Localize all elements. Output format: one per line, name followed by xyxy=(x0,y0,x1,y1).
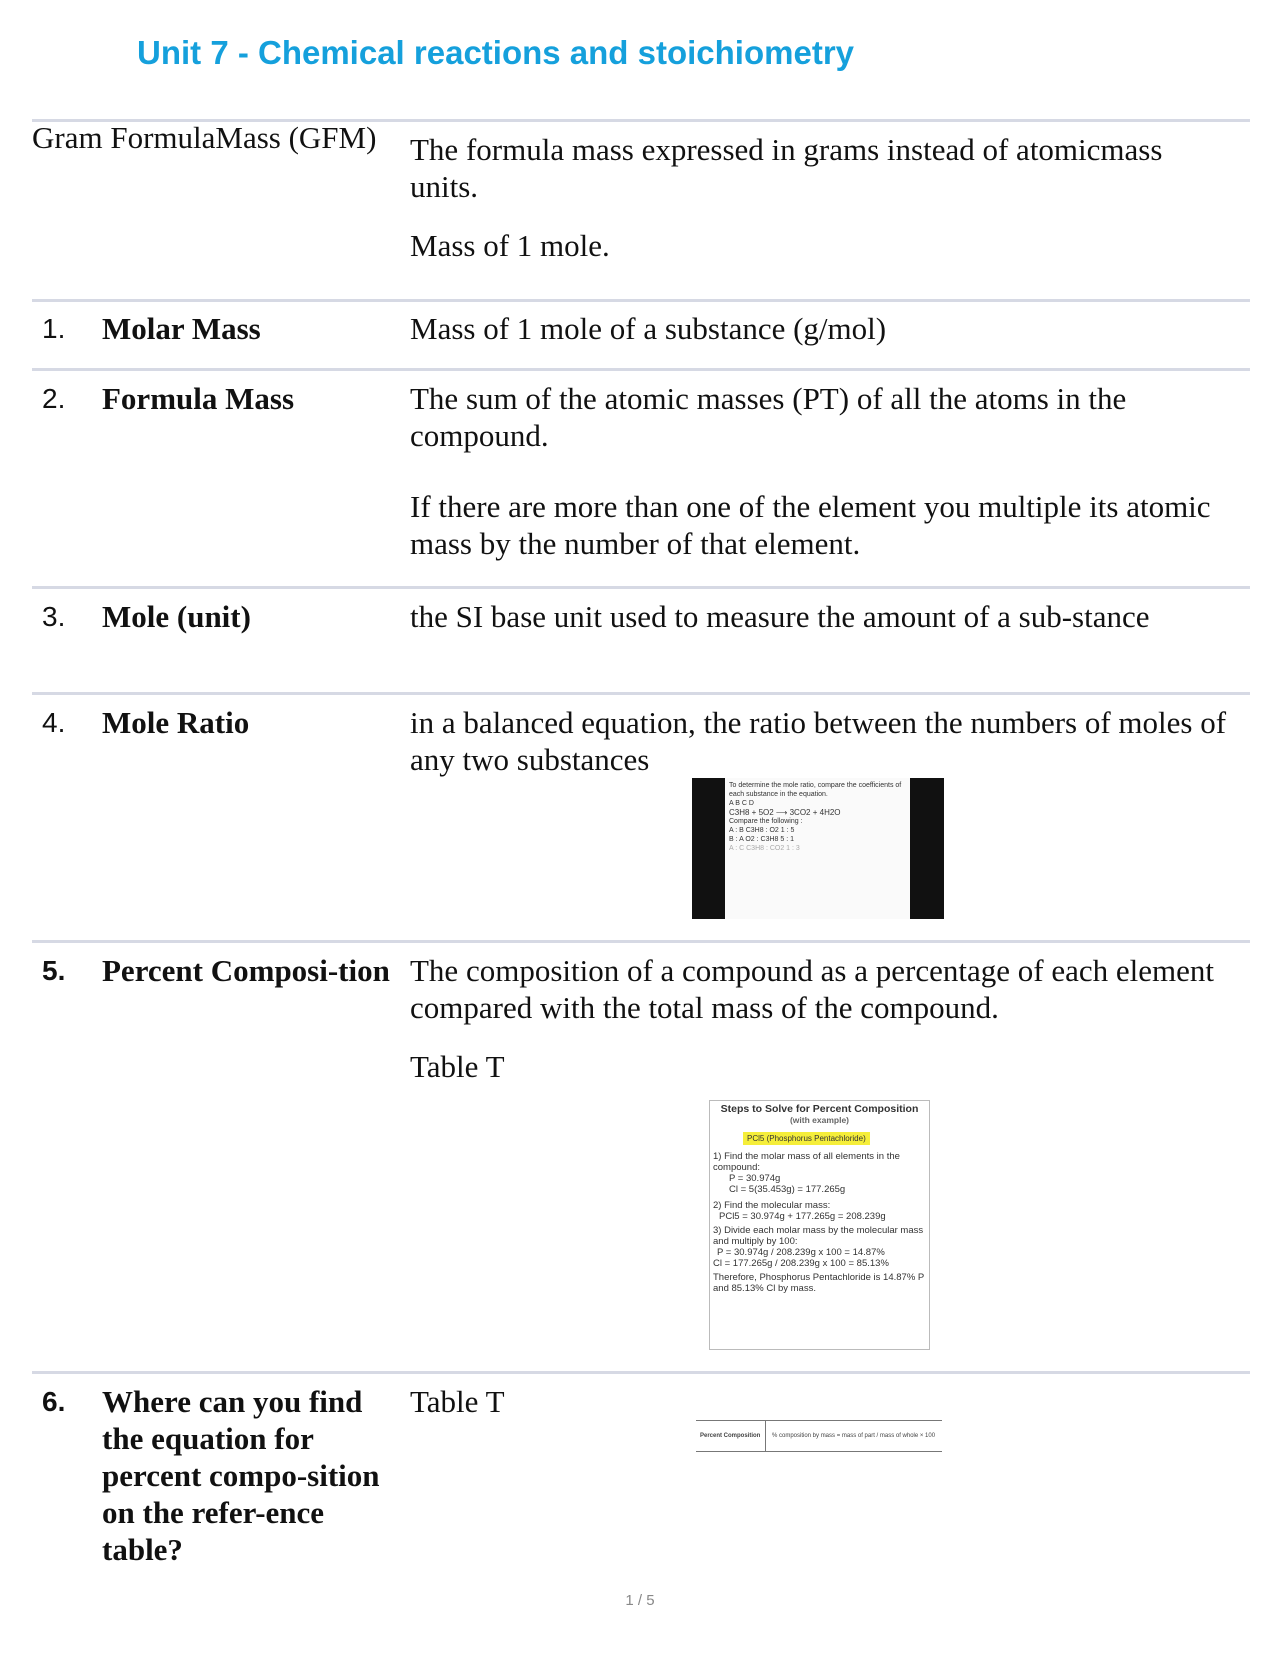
definition: Mass of 1 mole. xyxy=(410,228,610,263)
definition: Table T xyxy=(410,1384,505,1419)
definition: in a balanced equation, the ratio between the numbers of moles of any two substances xyxy=(410,705,1227,777)
image-text: Cl = 5(35.453g) = 177.265g xyxy=(729,1184,846,1195)
definition: If there are more than one of the element you multiple its atomic mass by the number of that element. xyxy=(410,489,1211,561)
image-text: 1) Find the molar mass of all elements in the compound: xyxy=(713,1151,900,1173)
image-text: 2) Find the molecular mass: xyxy=(713,1200,831,1211)
definition: The formula mass expressed in grams instead of atomicmass units. xyxy=(410,132,1163,204)
term: Mole Ratio xyxy=(102,705,250,740)
term: Formula Mass xyxy=(102,381,295,416)
divider xyxy=(32,586,1250,589)
image-text: Compare the following : xyxy=(729,818,803,825)
image-text: PCl5 = 30.974g + 177.265g = 208.239g xyxy=(719,1211,886,1222)
page-number: 1 / 5 xyxy=(625,1592,655,1609)
image-text: Therefore, Phosphorus Pentachloride is 14.87% P and 85.13% Cl by mass. xyxy=(713,1272,925,1294)
image-text: A B C D xyxy=(729,800,754,807)
percent-composition-steps-image xyxy=(709,1100,930,1350)
mole-ratio-video-thumbnail[interactable] xyxy=(692,778,944,919)
image-text: A : C C3H8 : CO2 1 : 3 xyxy=(729,845,800,852)
image-text: B : A O2 : C3H8 5 : 1 xyxy=(729,836,794,843)
image-text: 3) Divide each molar mass by the molecular mass and multiply by 100: xyxy=(713,1225,924,1247)
ref-table-label: Percent Composition xyxy=(696,1421,766,1451)
image-text: A : B C3H8 : O2 1 : 5 xyxy=(729,827,795,834)
page-title: Unit 7 - Chemical reactions and stoichiometry xyxy=(137,34,855,71)
term: Mole (unit) xyxy=(102,599,251,634)
image-text: P = 30.974g / 208.239g x 100 = 14.87% xyxy=(717,1247,885,1258)
image-text: To determine the mole ratio, compare the coefficients of each substance in the equation. xyxy=(729,782,902,798)
image-subtitle: (with example) xyxy=(789,1115,850,1125)
image-highlight: PCl5 (Phosphorus Pentachloride) xyxy=(743,1132,870,1145)
definition: Mass of 1 mole of a substance (g/mol) xyxy=(410,311,887,346)
divider xyxy=(32,692,1250,695)
definition: the SI base unit used to measure the amount of a sub-stance xyxy=(410,599,1150,634)
row-number: 1. xyxy=(42,313,66,344)
term: Gram FormulaMass (GFM) xyxy=(32,120,377,155)
image-text: C3H8 + 5O2 ⟶ 3CO2 + 4H2O xyxy=(729,808,841,817)
term: Molar Mass xyxy=(102,311,261,346)
row-number: 6. xyxy=(42,1386,66,1417)
definition: The composition of a compound as a percentage of each element compared with the total mass of the compound. xyxy=(410,953,1214,1025)
row-number: 4. xyxy=(42,707,66,738)
term: Percent Composi-tion xyxy=(102,953,390,988)
definition: The sum of the atomic masses (PT) of all the atoms in the compound. xyxy=(410,381,1127,453)
divider xyxy=(32,940,1250,943)
definition: Table T xyxy=(410,1049,505,1084)
divider xyxy=(32,368,1250,371)
divider xyxy=(32,1371,1250,1374)
row-number: 5. xyxy=(42,955,66,986)
term: Where can you find the equation for percent compo-sition on the refer-ence table? xyxy=(102,1384,380,1567)
image-text: P = 30.974g xyxy=(729,1173,781,1184)
divider xyxy=(32,299,1250,302)
row-number: 2. xyxy=(42,383,66,414)
reference-table-snippet xyxy=(696,1420,942,1452)
image-title: Steps to Solve for Percent Composition xyxy=(720,1103,919,1115)
row-number: 3. xyxy=(42,601,66,632)
image-text: Cl = 177.265g / 208.239g x 100 = 85.13% xyxy=(713,1258,889,1269)
ref-table-formula: % composition by mass = mass of part / mass of whole × 100 xyxy=(772,1433,936,1439)
